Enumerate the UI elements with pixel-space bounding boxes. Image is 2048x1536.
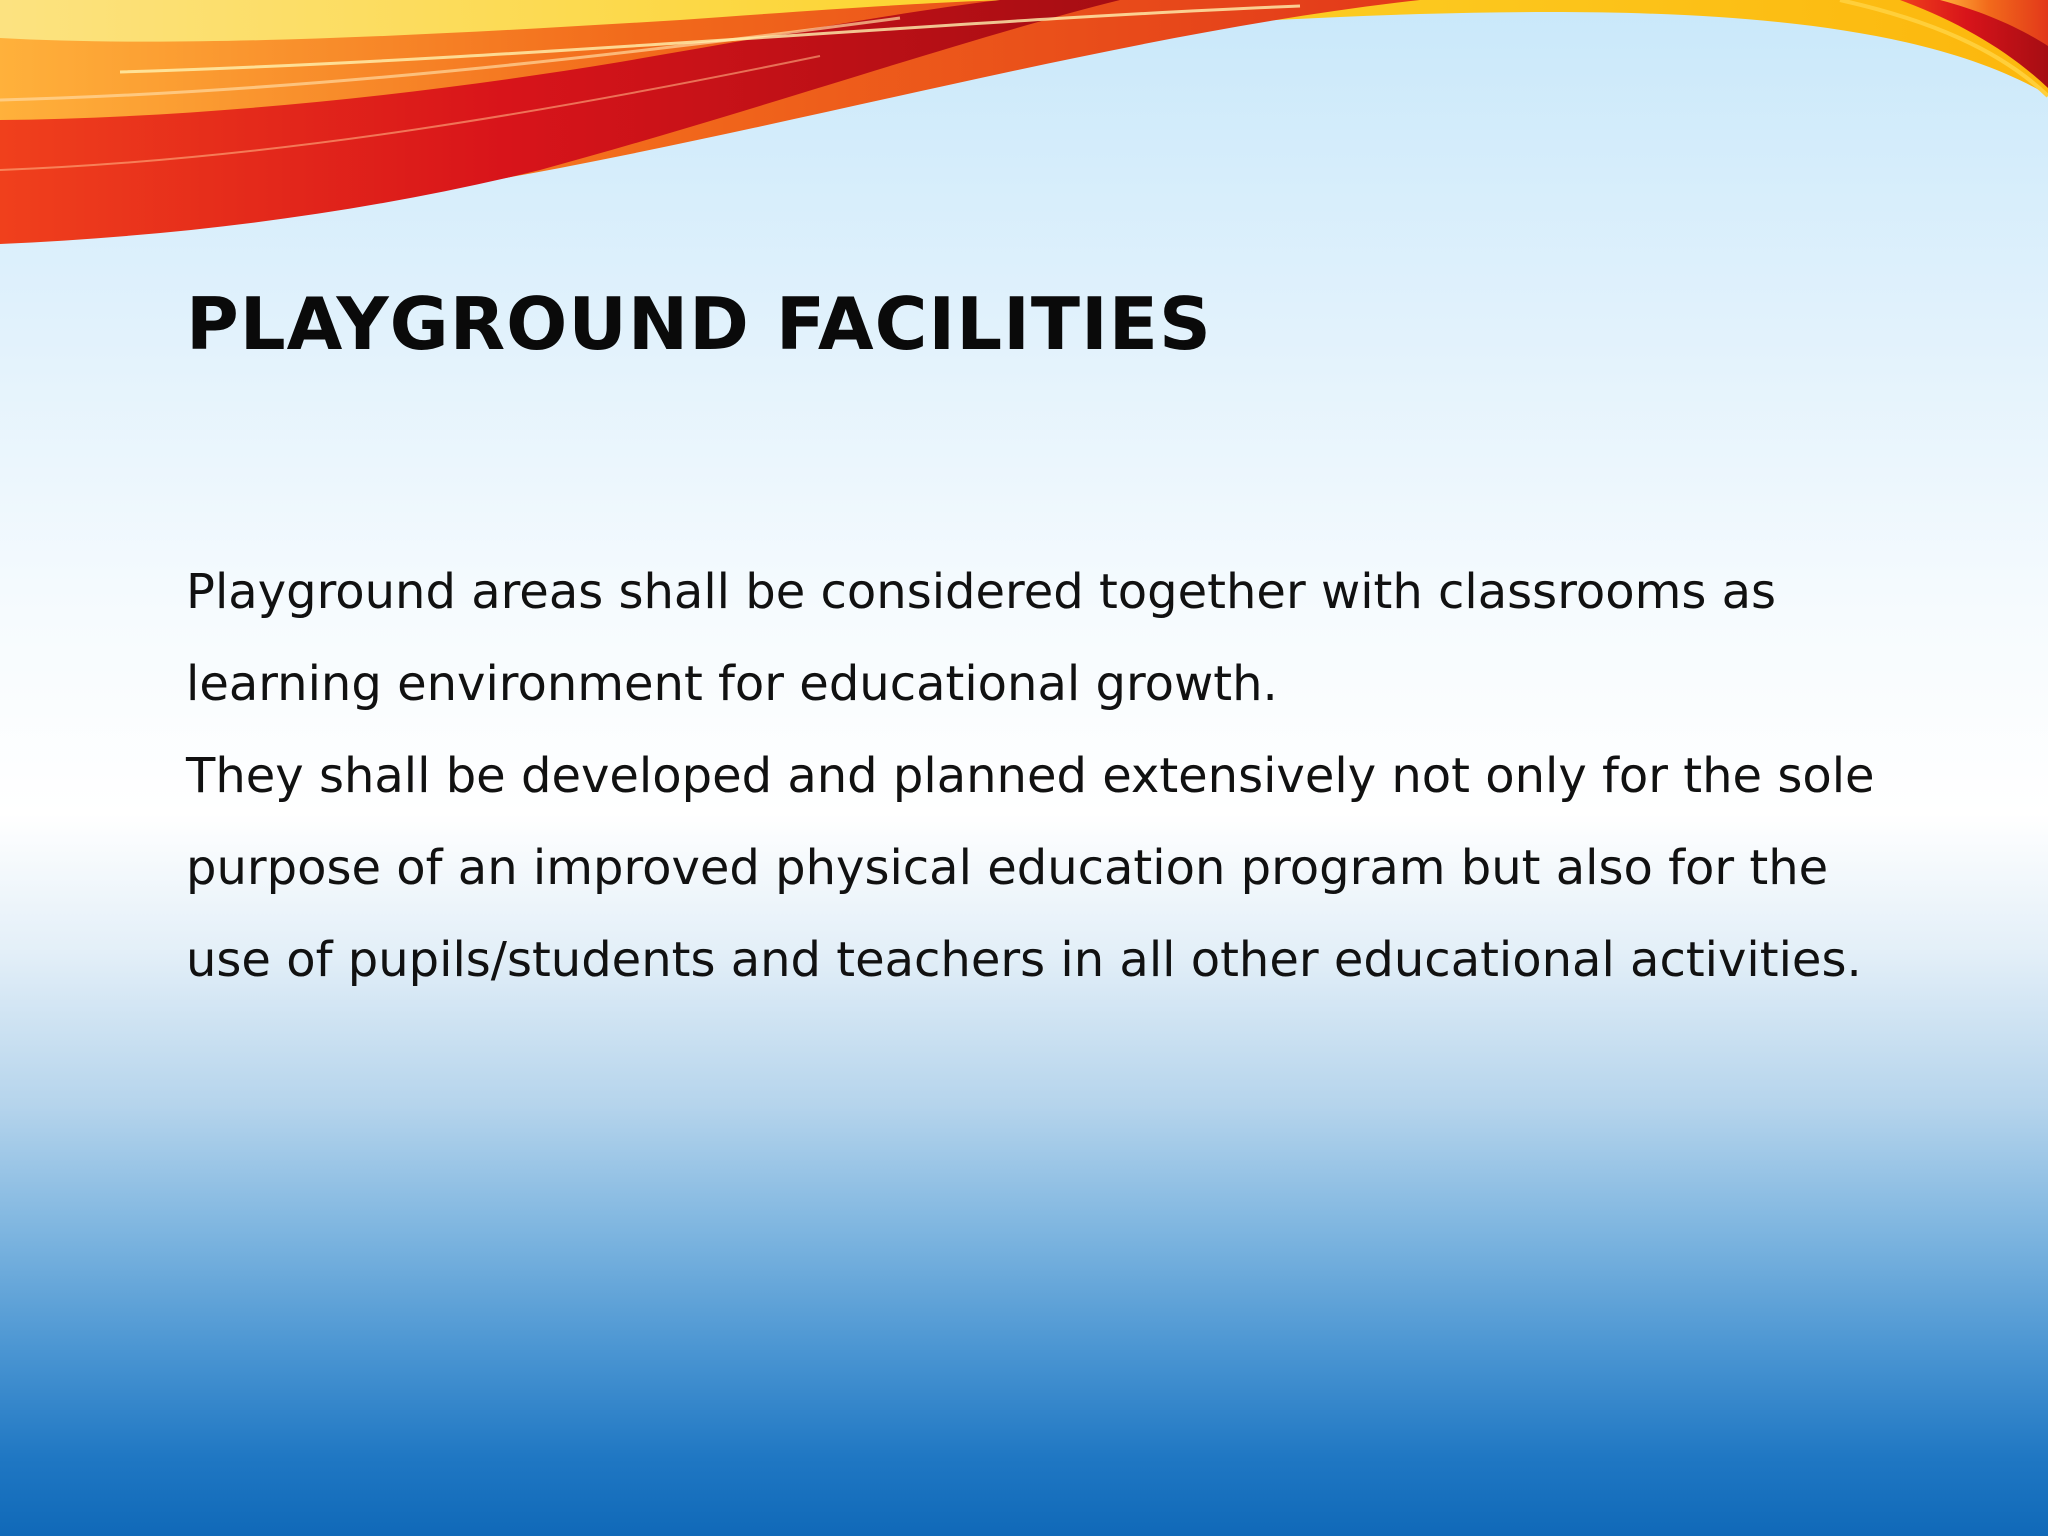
body-paragraph-1: Playground areas shall be considered together with classrooms as learning environment for educational growth.: [186, 564, 1777, 712]
slide-title: PLAYGROUND FACILITIES: [186, 282, 1212, 366]
decorative-ribbon: [0, 0, 2048, 260]
body-paragraph-2: They shall be developed and planned extensively not only for the sole purpose of an improved physical education program but also for the use of pupils/students and teachers in all other educational activities.: [186, 748, 1875, 988]
slide-body: [186, 546, 1906, 1006]
